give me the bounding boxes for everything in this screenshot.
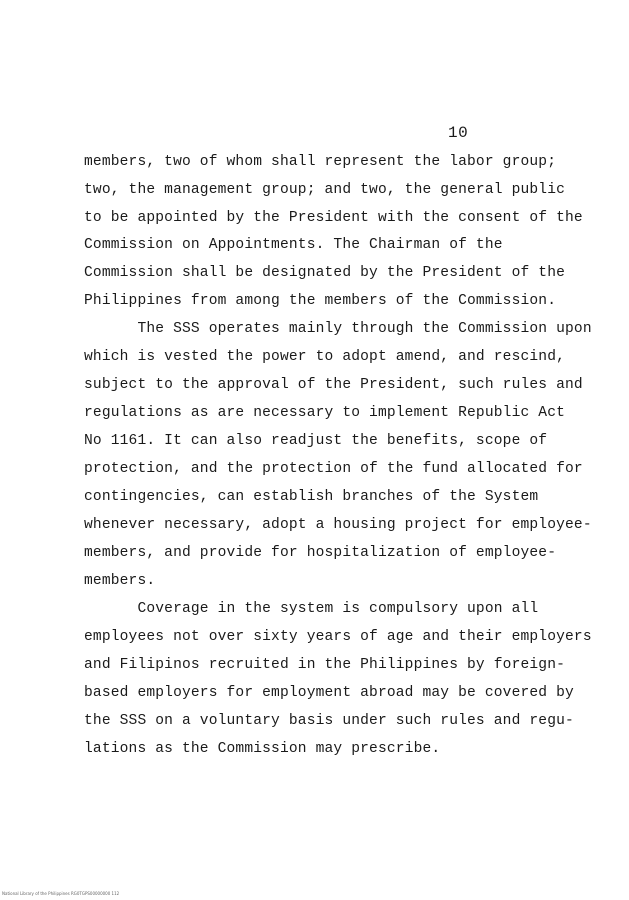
text-line: and Filipinos recruited in the Philippines by foreign-: [84, 657, 566, 673]
text-line: the SSS on a voluntary basis under such rules and regu-: [84, 713, 574, 729]
text-line: members, two of whom shall represent the labor group;: [84, 154, 557, 170]
text-line: Philippines from among the members of the Commission.: [84, 293, 557, 309]
text-line: based employers for employment abroad may be covered by: [84, 685, 574, 701]
text-line: to be appointed by the President with the consent of the: [84, 210, 583, 226]
text-line: Coverage in the system is compulsory upon all: [84, 601, 539, 617]
text-line: employees not over sixty years of age and their employers: [84, 629, 592, 645]
text-line: whenever necessary, adopt a housing project for employee-: [84, 517, 592, 533]
text-line: contingencies, can establish branches of the System: [84, 489, 539, 505]
text-line: protection, and the protection of the fund allocated for: [84, 461, 583, 477]
text-line: members.: [84, 573, 156, 589]
footer-watermark: National Library of the Philippines RG0TGPS00000000 112: [2, 891, 120, 896]
text-line: lations as the Commission may prescribe.: [84, 741, 441, 757]
text-line: Commission shall be designated by the President of the: [84, 265, 566, 281]
text-line: subject to the approval of the President, such rules and: [84, 377, 583, 393]
text-line: No 1161. It can also readjust the benefits, scope of: [84, 433, 548, 449]
page-number: 10: [448, 124, 469, 142]
text-line: The SSS operates mainly through the Commission upon: [84, 321, 592, 337]
text-line: which is vested the power to adopt amend, and rescind,: [84, 349, 566, 365]
text-line: members, and provide for hospitalization of employee-: [84, 545, 557, 561]
text-line: two, the management group; and two, the general public: [84, 182, 566, 198]
text-line: Commission on Appointments. The Chairman of the: [84, 237, 503, 253]
text-line: regulations as are necessary to implement Republic Act: [84, 405, 566, 421]
